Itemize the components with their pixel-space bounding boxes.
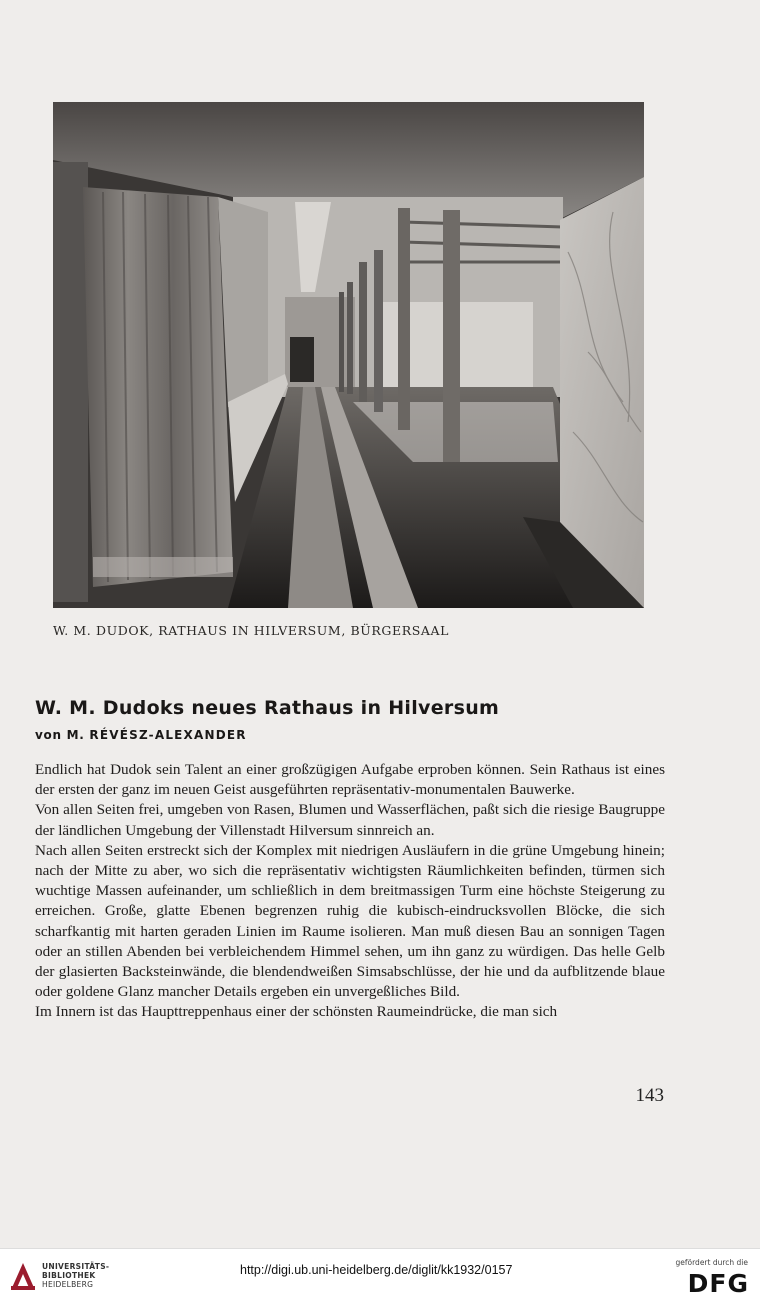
paragraph: Von allen Seiten frei, umgeben von Rasen, Blumen und Wasserflächen, paßt sich die riesige Baugruppe der ländlichen Umgebung der Villenstadt Hilversum sinnreich an. xyxy=(35,801,665,839)
paragraph: Nach allen Seiten erstreckt sich der Komplex mit niedrigen Ausläufern in die grüne Umgebung hinein; nach der Mitte zu aber, wo sich die repräsentativ wichtigsten Räumlichkeiten befinden, türmen sich wuchtige Massen aufeinander, um schließlich in dem breitmassigen Turm eine höchste Steigerung zu erreichen. Große, glatte Ebenen begrenzen ruhig die kubisch-eindrucksvollen Blöcke, die sich scharfkantig mit harten geraden Linien im Raume isolieren. Man muß diesen Bau an sonnigen Tagen oder an stillen Abenden bei verbleichendem Himmel sehen, um ihn ganz zu würdigen. Das helle Gelb der glasierten Backsteinwände, die blendendweißen Simsabschlüsse, der hie und da aufblitzende blaue oder goldene Glanz mancher Details ergeben ein unvergeßliches Bild. xyxy=(35,841,665,1001)
author-name: RÉVÉSZ-ALEXANDER xyxy=(89,728,247,742)
paragraph: Endlich hat Dudok sein Talent an einer großzügigen Aufgabe erproben können. Sein Rathaus ist eines der ersten der ganz im neuen Geist ausgeführten repräsentativ-monumentalen Bauwerke. xyxy=(35,761,665,799)
photo-caption: W. M. DUDOK, RATHAUS IN HILVERSUM, BÜRGERSAAL xyxy=(53,623,450,638)
digitization-footer xyxy=(0,1248,760,1304)
page-number: 143 xyxy=(635,1085,664,1106)
author-line xyxy=(35,728,247,742)
library-name: UNIVERSITÄTS- BIBLIOTHEK HEIDELBERG xyxy=(42,1262,110,1289)
funding-label: gefördert durch die xyxy=(675,1258,748,1267)
paragraph: Im Innern ist das Haupttreppenhaus einer der schönsten Raumeindrücke, die man sich xyxy=(35,1003,558,1021)
article-title: W. M. Dudoks neues Rathaus in Hilversum xyxy=(35,697,500,719)
dfg-logo: DFG xyxy=(687,1269,749,1298)
university-library-logo-icon xyxy=(8,1259,38,1293)
hall-photograph xyxy=(53,102,644,608)
author-prefix: von M. xyxy=(35,728,85,742)
article-body xyxy=(35,760,665,1023)
document-url-link[interactable]: http://digi.ub.uni-heidelberg.de/diglit/kk1932/0157 xyxy=(240,1263,513,1277)
